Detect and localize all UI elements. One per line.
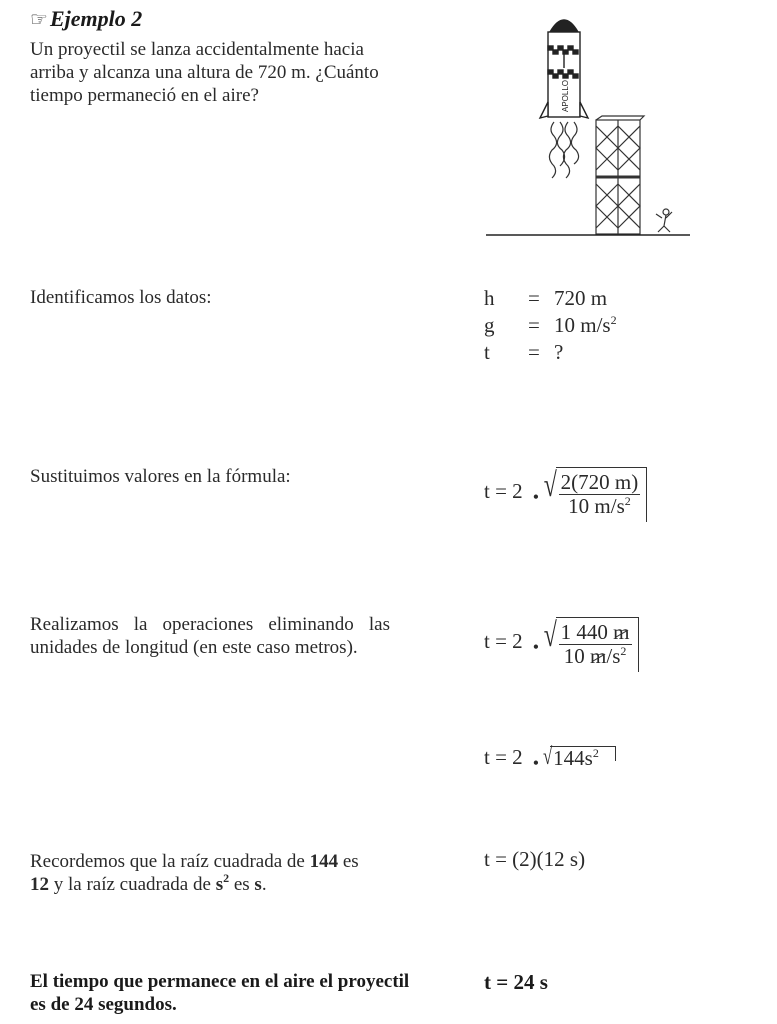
bold-number: 144 <box>309 851 339 872</box>
text: Recordemos que la raíz cuadrada de <box>30 851 310 872</box>
exponent: 2 <box>223 871 230 885</box>
var-value: 720 m <box>554 286 608 310</box>
equals-sign: = <box>528 286 540 310</box>
label-line-2: unidades de longitud (en este caso metros). <box>30 637 358 658</box>
bold-variable: s <box>215 874 224 895</box>
problem-statement: Un proyectil se lanza accidentalmente hacia arriba y alcanza una altura de 720 m. ¿Cuánto tiempo permaneció en el aire? <box>30 39 379 106</box>
given-h <box>484 285 617 312</box>
multiply-dot: • <box>532 487 539 507</box>
exponent: 2 <box>620 644 627 658</box>
formula-operate <box>484 611 639 672</box>
rocket-nose <box>550 20 578 32</box>
rocket-fin-right <box>580 102 588 118</box>
given-g <box>484 312 617 339</box>
text: . <box>261 874 267 895</box>
cancelled-unit: m <box>590 644 607 668</box>
multiply-dot: • <box>532 752 539 773</box>
radicand <box>556 467 648 522</box>
rocket-exhaust <box>549 122 578 178</box>
pointing-hand-icon: ☞ <box>30 9 48 31</box>
radical-sign-icon: √ <box>543 617 557 654</box>
step-operate-label <box>30 613 390 659</box>
denominator-value: 10 <box>563 644 591 668</box>
multiply-dot: • <box>532 637 539 657</box>
example-title: Ejemplo 2 <box>49 6 143 31</box>
rocket-label: APOLLO <box>561 79 570 112</box>
numerator <box>559 621 632 645</box>
var-symbol: h <box>484 286 495 310</box>
given-t <box>484 339 617 366</box>
radical-sign-icon: √ <box>543 467 557 504</box>
exponent: 2 <box>592 746 599 760</box>
var-symbol: t <box>484 340 490 364</box>
step-identify-label: Identificamos los datos: <box>30 287 212 308</box>
denominator <box>564 645 627 668</box>
radical-sign-icon: √ <box>542 744 553 770</box>
exponent: 2 <box>624 494 631 508</box>
label-line-1: Realizamos la operaciones eliminando las <box>30 614 390 635</box>
var-symbol: g <box>484 313 495 337</box>
radicand-value: 144s <box>553 746 593 770</box>
radicand <box>550 746 616 770</box>
square-root <box>541 461 647 522</box>
numerator: 2(720 m) <box>560 470 639 494</box>
rocket-checker-band-2 <box>548 70 578 78</box>
rocket-illustration <box>484 4 692 240</box>
square-root <box>541 744 616 770</box>
bold-term <box>215 871 230 895</box>
denominator <box>568 495 631 518</box>
rocket-fin-left <box>540 102 548 118</box>
fraction <box>559 621 632 668</box>
person-figure <box>656 209 672 232</box>
numerator-value: 1 440 <box>560 620 614 644</box>
text: es <box>338 851 359 872</box>
fraction <box>559 471 641 518</box>
denominator-value: 10 m/s <box>568 494 625 518</box>
step-recall-label <box>30 850 400 896</box>
step-substitute-label: Sustituimos valores en la fórmula: <box>30 466 291 487</box>
given-data-list <box>484 285 617 366</box>
formula-substitute <box>484 461 647 522</box>
bold-number: 12 <box>30 874 49 895</box>
cancelled-unit: m <box>613 620 630 644</box>
example-heading <box>30 6 142 33</box>
var-value: 10 m/s <box>554 313 611 337</box>
conclusion-text: El tiempo que permanece en el aire el proyectil es de 24 segundos. <box>30 971 410 1015</box>
formula-lhs: t = 2 <box>484 479 523 503</box>
text: y la raíz cuadrada de <box>49 874 216 895</box>
rocket-checker-band-1 <box>548 46 578 54</box>
equals-sign: = <box>528 313 540 337</box>
exponent: 2 <box>610 313 617 327</box>
denominator-unit: /s <box>606 644 621 668</box>
equals-sign: = <box>528 340 540 364</box>
final-answer: t = 24 s <box>484 970 548 994</box>
rocket <box>540 20 588 118</box>
bold-variable: s <box>254 874 262 895</box>
formula-lhs: t = 2 <box>484 744 523 769</box>
var-value: ? <box>554 340 564 364</box>
formula-lhs: t = 2 <box>484 629 523 653</box>
text: es <box>229 874 255 895</box>
lattice-tower <box>596 116 644 234</box>
formula-simplify <box>484 744 616 773</box>
radicand <box>556 617 639 672</box>
formula-recall: t = (2)(12 s) <box>484 847 586 871</box>
square-root <box>541 611 639 672</box>
